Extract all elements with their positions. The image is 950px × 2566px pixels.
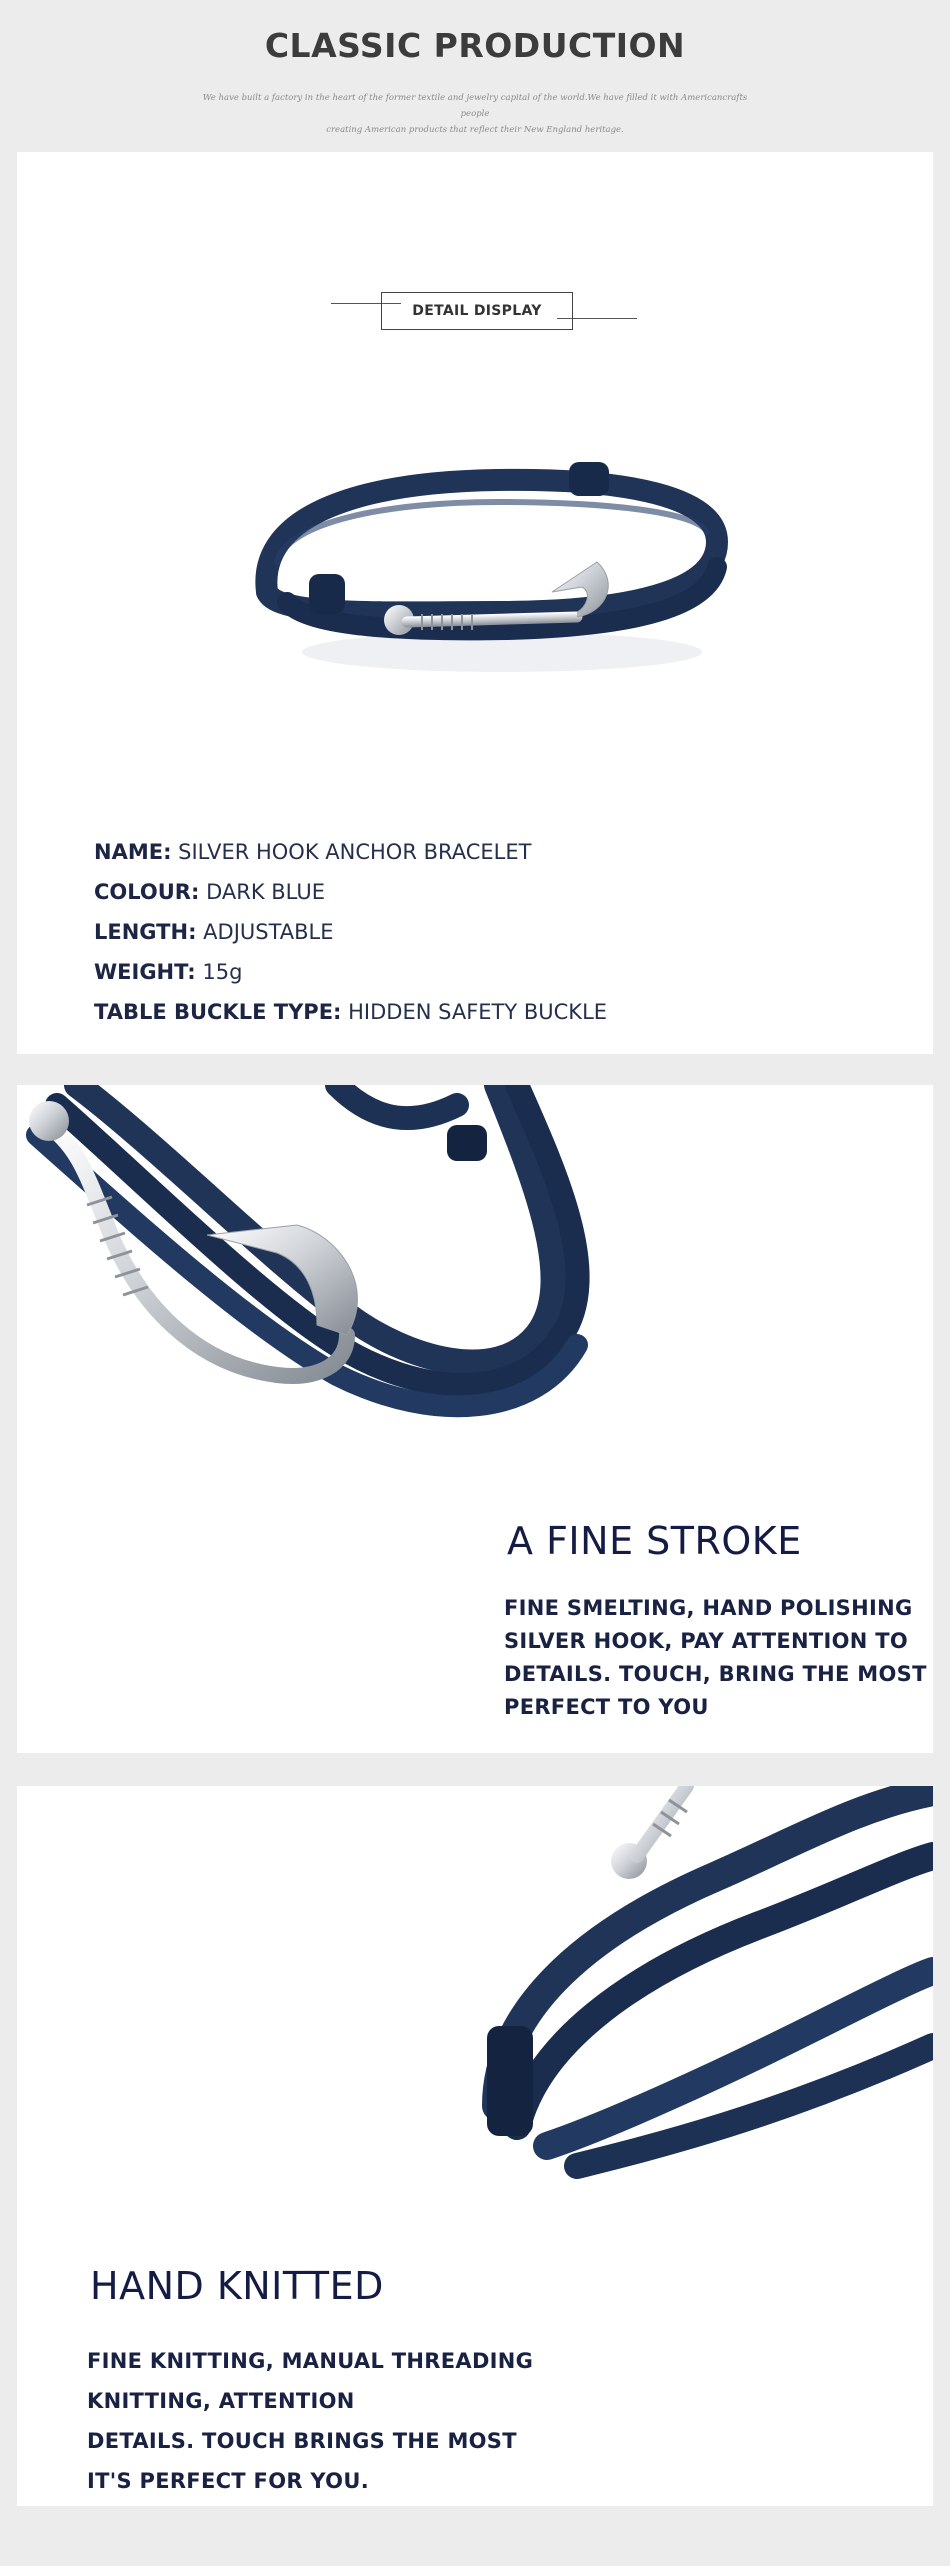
spec-value: 15g <box>202 960 243 984</box>
spec-label: WEIGHT: <box>94 960 196 984</box>
spec-name <box>94 832 607 872</box>
hook-closeup-image <box>17 1085 617 1465</box>
spec-length <box>94 912 607 952</box>
text-line: SILVER HOOK, PAY ATTENTION TO <box>504 1629 908 1653</box>
spec-label: COLOUR: <box>94 880 200 904</box>
text-line: DETAILS. TOUCH BRINGS THE MOST <box>87 2429 517 2453</box>
hand-knitted-panel <box>17 1786 933 2506</box>
spec-value: ADJUSTABLE <box>203 920 334 944</box>
text-line: PERFECT TO YOU <box>504 1695 709 1719</box>
text-line: FINE KNITTING, MANUAL THREADING <box>87 2349 534 2373</box>
spec-value: DARK BLUE <box>206 880 325 904</box>
page-title: CLASSIC PRODUCTION <box>264 26 686 65</box>
text-line: KNITTING, ATTENTION <box>87 2389 355 2413</box>
spec-label: NAME: <box>94 840 172 864</box>
subtitle-line-2: creating American products that reflect their New England heritage. <box>326 125 624 135</box>
text-line: FINE SMELTING, HAND POLISHING <box>504 1596 913 1620</box>
spec-label: TABLE BUCKLE TYPE: <box>94 1000 342 1024</box>
detail-panel <box>17 152 933 1054</box>
spec-value: SILVER HOOK ANCHOR BRACELET <box>178 840 532 864</box>
page-subtitle <box>195 90 755 138</box>
fine-stroke-text <box>504 1592 927 1724</box>
spec-colour <box>94 872 607 912</box>
text-line: DETAILS. TOUCH, BRING THE MOST <box>504 1662 927 1686</box>
text-line: IT'S PERFECT FOR YOU. <box>87 2469 369 2493</box>
spec-list <box>94 832 607 1032</box>
bracelet-product-image <box>247 452 757 712</box>
subtitle-line-1: We have built a factory in the heart of the former textile and jewelry capital of the world.We have filled it with Americancrafts people <box>202 93 748 119</box>
knot-closeup-image <box>457 1786 933 2186</box>
spec-buckle-type <box>94 992 607 1032</box>
fine-stroke-panel <box>17 1085 933 1753</box>
hand-knitted-title: HAND KNITTED <box>90 2264 384 2308</box>
fine-stroke-title: A FINE STROKE <box>507 1519 802 1563</box>
spec-label: LENGTH: <box>94 920 197 944</box>
spec-weight <box>94 952 607 992</box>
hand-knitted-text <box>87 2341 533 2501</box>
spec-value: HIDDEN SAFETY BUCKLE <box>348 1000 608 1024</box>
detail-display-badge: DETAIL DISPLAY <box>381 292 573 330</box>
